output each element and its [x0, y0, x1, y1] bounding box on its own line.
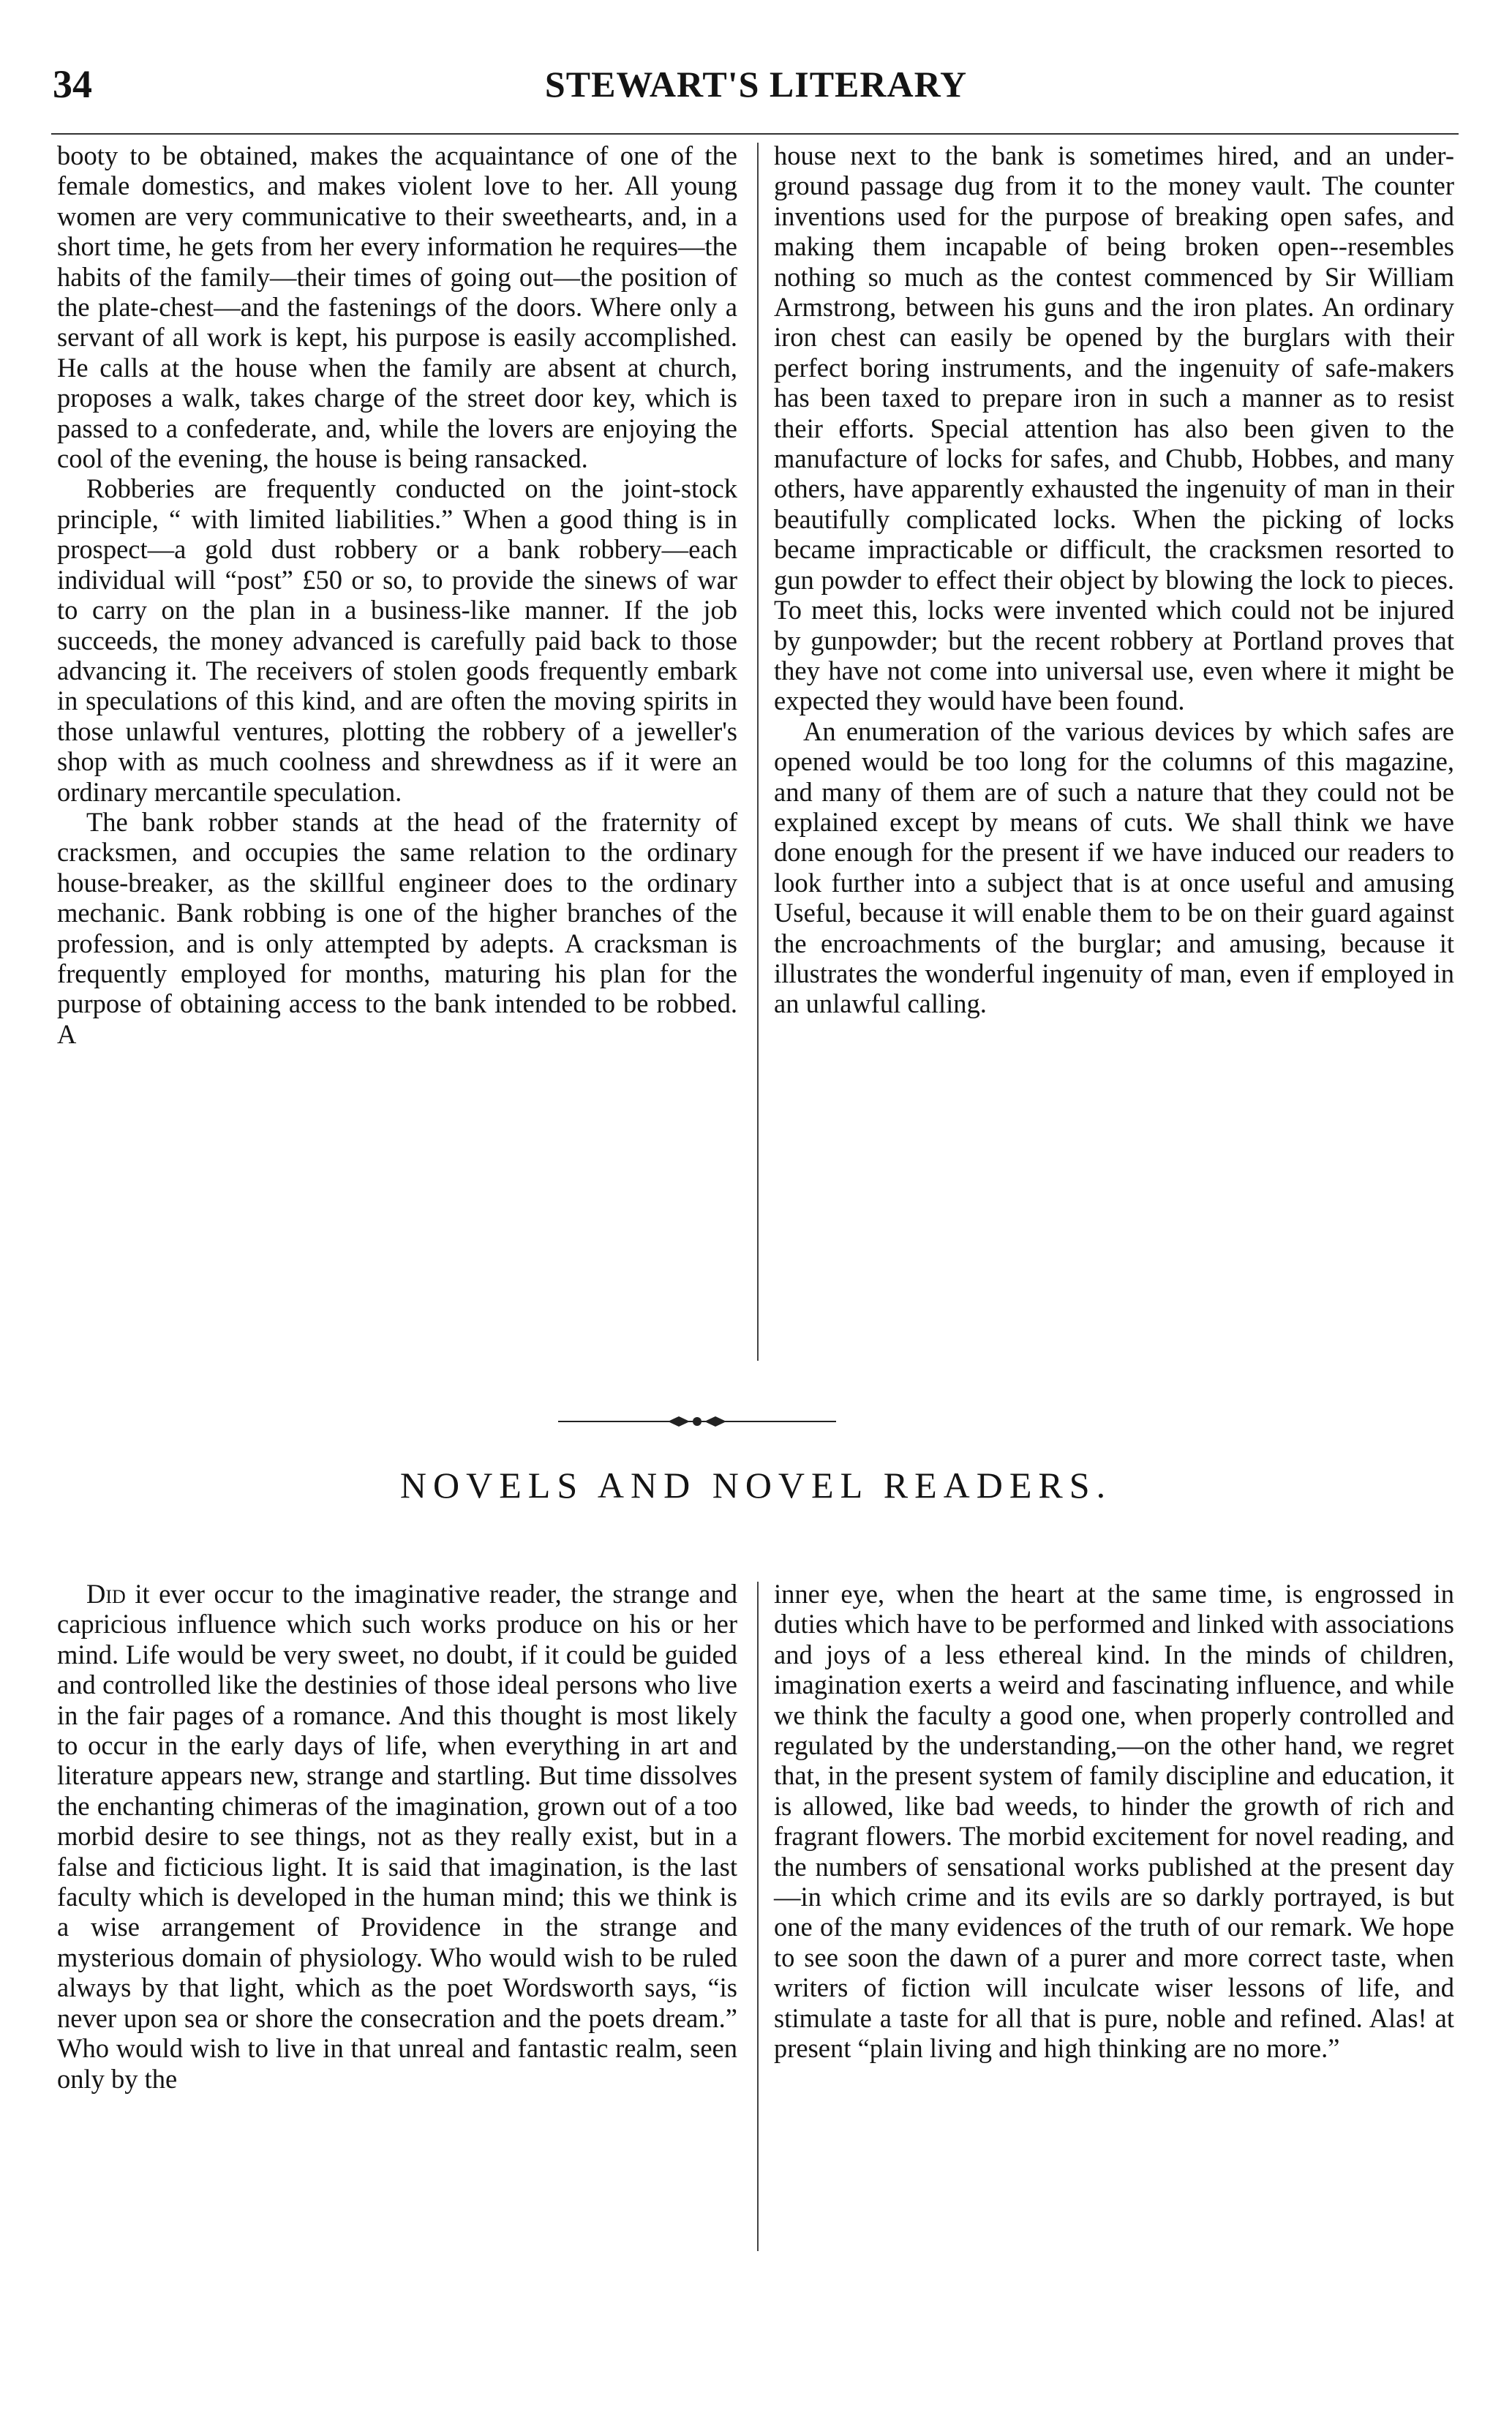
article1-column-left: [57, 140, 737, 1049]
header-rule: [51, 133, 1459, 135]
column-rule: [757, 143, 759, 1361]
article1-paragraph: house next to the bank is sometimes hired, and an under-ground passage dug from it to the money vault. The counter inventions used for the purpose of breaking open safes, and making them incapable of being broken open--resembles nothing so much as the contest commenced by Sir William Armstrong, between his guns and the iron plates. An ordinary iron chest can easily be opened by the burglars with their perfect boring instruments, and the ingenuity of safe-makers has been taxed to prepare iron in such a manner as to resist their efforts. Special attention has also been given to the manufacture of locks for safes, and Chubb, Hobbes, and many others, have apparently exhausted the ingenuity of man in their beautifully complicated locks. When the picking of locks became impracticable or difficult, the cracksmen resorted to gun powder to effect their object by blowing the lock to pieces. To meet this, locks were invented which could not be injured by gunpowder; but the recent robbery at Portland proves that they have not come into universal use, even where it might be expected they would have been found.: [774, 140, 1454, 716]
article2-title: NOVELS AND NOVEL READERS.: [399, 1465, 1113, 1506]
drop-lead-word: Did: [86, 1579, 126, 1609]
column-rule: [757, 1582, 759, 2251]
running-title: STEWART'S LITERARY: [544, 64, 968, 105]
article1-paragraph: Robberies are frequently conducted on the joint-stock principle, “ with limited liabilities.” When a good thing is in prospect—a gold dust robbery or a bank robbery—each individual will “post” £50 or so, to provide the sinews of war to carry on the plan in a business-like manner. If the job succeeds, the money advanced is carefully paid back to those advancing it. The receivers of stolen goods frequently embark in speculations of this kind, and are often the moving spirits in those unlawful ventures, plotting the robbery of a jeweller's shop with as much coolness and shrewdness as if it were an ordinary mercantile speculation.: [57, 473, 737, 807]
article2-column-right: [774, 1579, 1454, 2064]
article1-paragraph: An enumeration of the various devices by which safes are opened would be too long for the columns of this magazine, and many of them are of such a nature that they could not be explained except by means of cuts. We shall think we have done enough for the present if we have induced our readers to look further into a subject that is at once useful and amusing Useful, because it will enable them to be on their guard against the encroachments of the burglar; and amusing, because it illustrates the wonderful ingenuity of man, even if employed in an unlawful calling.: [774, 715, 1454, 1019]
article2-text: it ever occur to the imaginative reader, the strange and capricious influence which such works produce on his or her mind. Life would be very sweet, no doubt, if it could be guided and controlled like the destinies of those ideal persons who live in the fair pages of a romance. And this thought is most likely to occur in the early days of life, when everything in art and literature appears new, strange and startling. But time dissolves the enchanting chimeras of the imagination, grown out of a too morbid desire to see things, not as they really exist, but in a false and ficticious light. It is said that imagination, is the last faculty which is developed in the human mind; this we think is a wise arrangement of Providence in the strange and mysterious domain of physiology. Who would wish to be ruled always by that light, which as the poet Wordsworth says, “is never upon sea or shore the consecration and the poets dream.” Who would wish to live in that unreal and fantastic realm, seen only by the: [57, 1579, 737, 2094]
page-number: 34: [53, 62, 92, 106]
article2-paragraph: [57, 1579, 737, 2094]
article1-paragraph: The bank robber stands at the head of the fraternity of cracksmen, and occupies the same relation to the ordinary house-breaker, as the skillful engineer does to the ordinary mechanic. Bank robbing is one of the higher branches of the profession, and is only attempted by adepts. A cracksman is frequently employed for months, maturing his plan for the purpose of obtaining access to the bank intended to be robbed. A: [57, 806, 737, 1049]
article1-column-right: [774, 140, 1454, 1019]
article1-paragraph: booty to be obtained, makes the acquaintance of one of the female domestics, and makes violent love to her. All young women are very communicative to their sweethearts, and, in a short time, he gets from her every information he requires—the habits of the family—their times of going out—the position of the plate-chest—and the fastenings of the doors. Where only a servant of all work is kept, his purpose is easily accomplished. He calls at the house when the family are absent at church, proposes a walk, takes charge of the street door key, which is passed to a confederate, and, while the lovers are enjoying the cool of the evening, the house is being ransacked.: [57, 140, 737, 474]
article2-paragraph: inner eye, when the heart at the same time, is engrossed in duties which have to be performed and linked with associations and joys of a less ethereal kind. In the minds of children, imagination exerts a weird and fascinating influence, and while we think the faculty a good one, when properly controlled and regulated by the understanding,—on the other hand, we regret that, in the present system of family discipline and education, it is allowed, like bad weeds, to hinder the growth of rich and fragrant flowers. The morbid excitement for novel reading, and the numbers of sensational works published at the present day—in which crime and its evils are so darkly portrayed, is but one of the many evidences of the truth of our remark. We hope to see soon the dawn of a purer and more correct taste, when writers of fiction will inculcate wiser lessons of life, and stimulate a taste for all that is pure, noble and refined. Alas! at present “plain living and high thinking are no more.”: [774, 1579, 1454, 2064]
ornamental-divider: [558, 1411, 836, 1432]
page-header: [0, 51, 1512, 117]
article2-column-left: [57, 1579, 737, 2094]
